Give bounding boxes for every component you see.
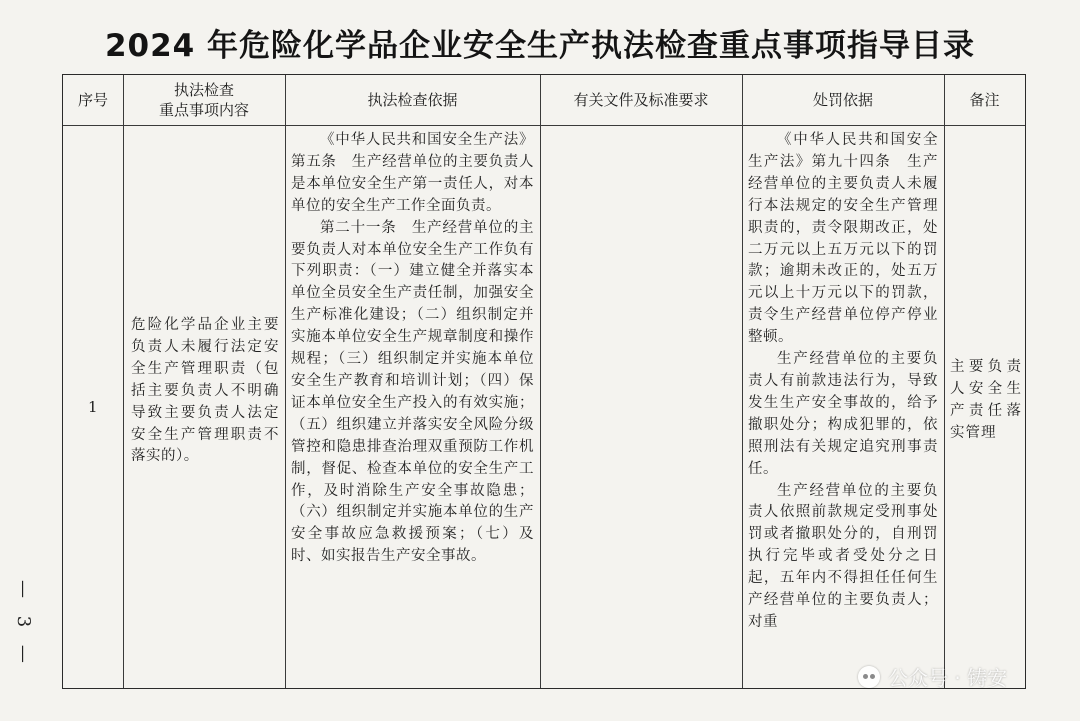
column-divider (742, 75, 743, 688)
row-item-content: 危险化学品企业主要负责人未履行法定安全生产管理职责（包括主要负责人不明确导致主要负责人法定安全生产管理职责不落实的）。 (131, 317, 279, 465)
header-seq: 序号 (77, 91, 108, 109)
header-docs: 有关文件及标准要求 (573, 91, 709, 109)
column-divider (944, 75, 945, 688)
column-divider (285, 75, 286, 688)
penalty-paragraph-3: 生产经营单位的主要负责人依照前款规定受刑事处罚或者撤职处分的，自刑罚执行完毕或者受处分之日起，五年内不得担任任何生产经营单位的主要负责人；对重 (748, 482, 938, 630)
header-penalty: 处罚依据 (812, 91, 873, 109)
watermark (858, 662, 1007, 691)
document-title: 2024 年危险化学品企业安全生产执法检查重点事项指导目录 (104, 28, 976, 64)
page-number: — 3 — (13, 580, 34, 669)
row-penalty (748, 130, 938, 688)
row-remark: 主要负责人安全生产责任落实管理 (950, 359, 1022, 441)
header-remark: 备注 (969, 91, 1000, 109)
penalty-paragraph-1: 《中华人民共和国安全生产法》第九十四条 生产经营单位的主要负责人未履行本法规定的安全生产管理职责的，责令限期改正，处二万元以上五万元以下的罚款；逾期未改正的，处五万元以上十万元以下的罚款，责令生产经营单位停产停业整顿。 (748, 132, 938, 346)
column-divider (540, 75, 541, 688)
watermark-text: 公众号 · 铸安 (888, 666, 1008, 690)
penalty-paragraph-2: 生产经营单位的主要负责人有前款违法行为，导致发生生产安全事故的，给予撤职处分；构成犯罪的，依照刑法有关规定追究刑事责任。 (748, 351, 938, 477)
inspection-table (62, 74, 1026, 689)
header-divider (63, 125, 1025, 126)
row-seq: 1 (87, 398, 99, 416)
header-basis: 执法检查依据 (367, 91, 458, 109)
basis-paragraph-1: 《中华人民共和国安全生产法》第五条 生产经营单位的主要负责人是本单位安全生产第一责任人，对本单位的安全生产工作全面负责。 (291, 132, 534, 214)
column-divider (123, 75, 124, 688)
row-basis (291, 130, 534, 688)
wechat-icon (858, 666, 880, 688)
basis-paragraph-2: 第二十一条 生产经营单位的主要负责人对本单位安全生产工作负有下列职责：（一）建立健全并落实本单位全员安全生产责任制，加强安全生产标准化建设；（二）组织制定并实施本单位安全生产规章制度和操作规程；（三）组织制定并实施本单位安全生产教育和培训计划；（四）保证本单位安全生产投入的有效实施；（五）组织建立并落实安全风险分级管控和隐患排查治理双重预防工作机制，督促、检查本单位的安全生产工作，及时消除生产安全事故隐患；（六）组织制定并实施本单位的生产安全事故应急救援预案；（七）及时、如实报告生产安全事故。 (291, 219, 534, 565)
header-item: 执法检查 重点事项内容 (158, 81, 249, 119)
